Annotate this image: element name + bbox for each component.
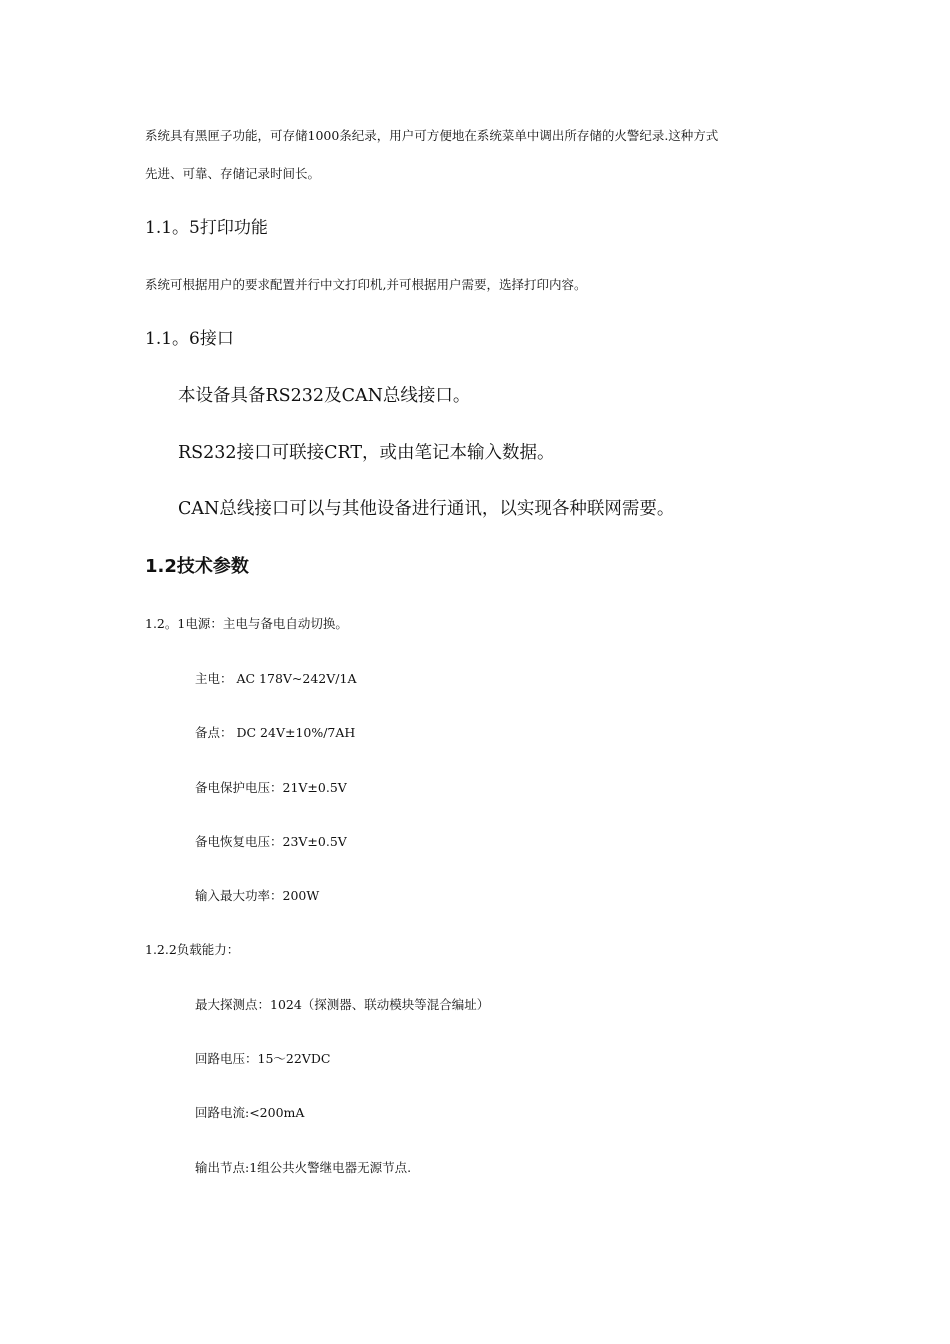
max-input-power: 输入最大功率：200W <box>195 888 320 903</box>
loop-current: 回路电流:<200mA <box>195 1105 305 1120</box>
heading-1-1-5: 1.1。5打印功能 <box>145 218 268 238</box>
heading-1-2: 1.2技术参数 <box>145 556 249 577</box>
interface-item-1: 本设备具备RS232及CAN总线接口。 <box>178 386 471 406</box>
intro-line-1: 系统具有黑匣子功能，可存储1000条纪录，用户可方便地在系统菜单中调出所存储的火警纪录.这种方式 <box>145 128 719 143</box>
loop-voltage: 回路电压：15～22VDC <box>195 1051 331 1066</box>
backup-protect-voltage: 备电保护电压：21V±0.5V <box>195 780 347 795</box>
print-function-text: 系统可根据用户的要求配置并行中文打印机,并可根据用户需要，选择打印内容。 <box>145 277 587 292</box>
heading-1-2-2: 1.2.2负载能力： <box>145 942 240 957</box>
output-contact: 输出节点:1组公共火警继电器无源节点. <box>195 1160 412 1175</box>
backup-restore-voltage: 备电恢复电压：23V±0.5V <box>195 834 347 849</box>
heading-1-1-6: 1.1。6接口 <box>145 329 234 349</box>
interface-item-3: CAN总线接口可以与其他设备进行通讯，以实现各种联网需要。 <box>178 499 675 519</box>
intro-line-2: 先进、可靠、存储记录时间长。 <box>145 166 321 181</box>
heading-1-2-1: 1.2。1电源：主电与备电自动切换。 <box>145 616 348 631</box>
power-backup: 备点： DC 24V±10%/7AH <box>195 725 356 740</box>
interface-item-2: RS232接口可联接CRT，或由笔记本输入数据。 <box>178 443 555 463</box>
max-detection-points: 最大探测点：1024（探测器、联动模块等混合编址） <box>195 997 490 1012</box>
power-main: 主电： AC 178V~242V/1A <box>195 671 357 686</box>
